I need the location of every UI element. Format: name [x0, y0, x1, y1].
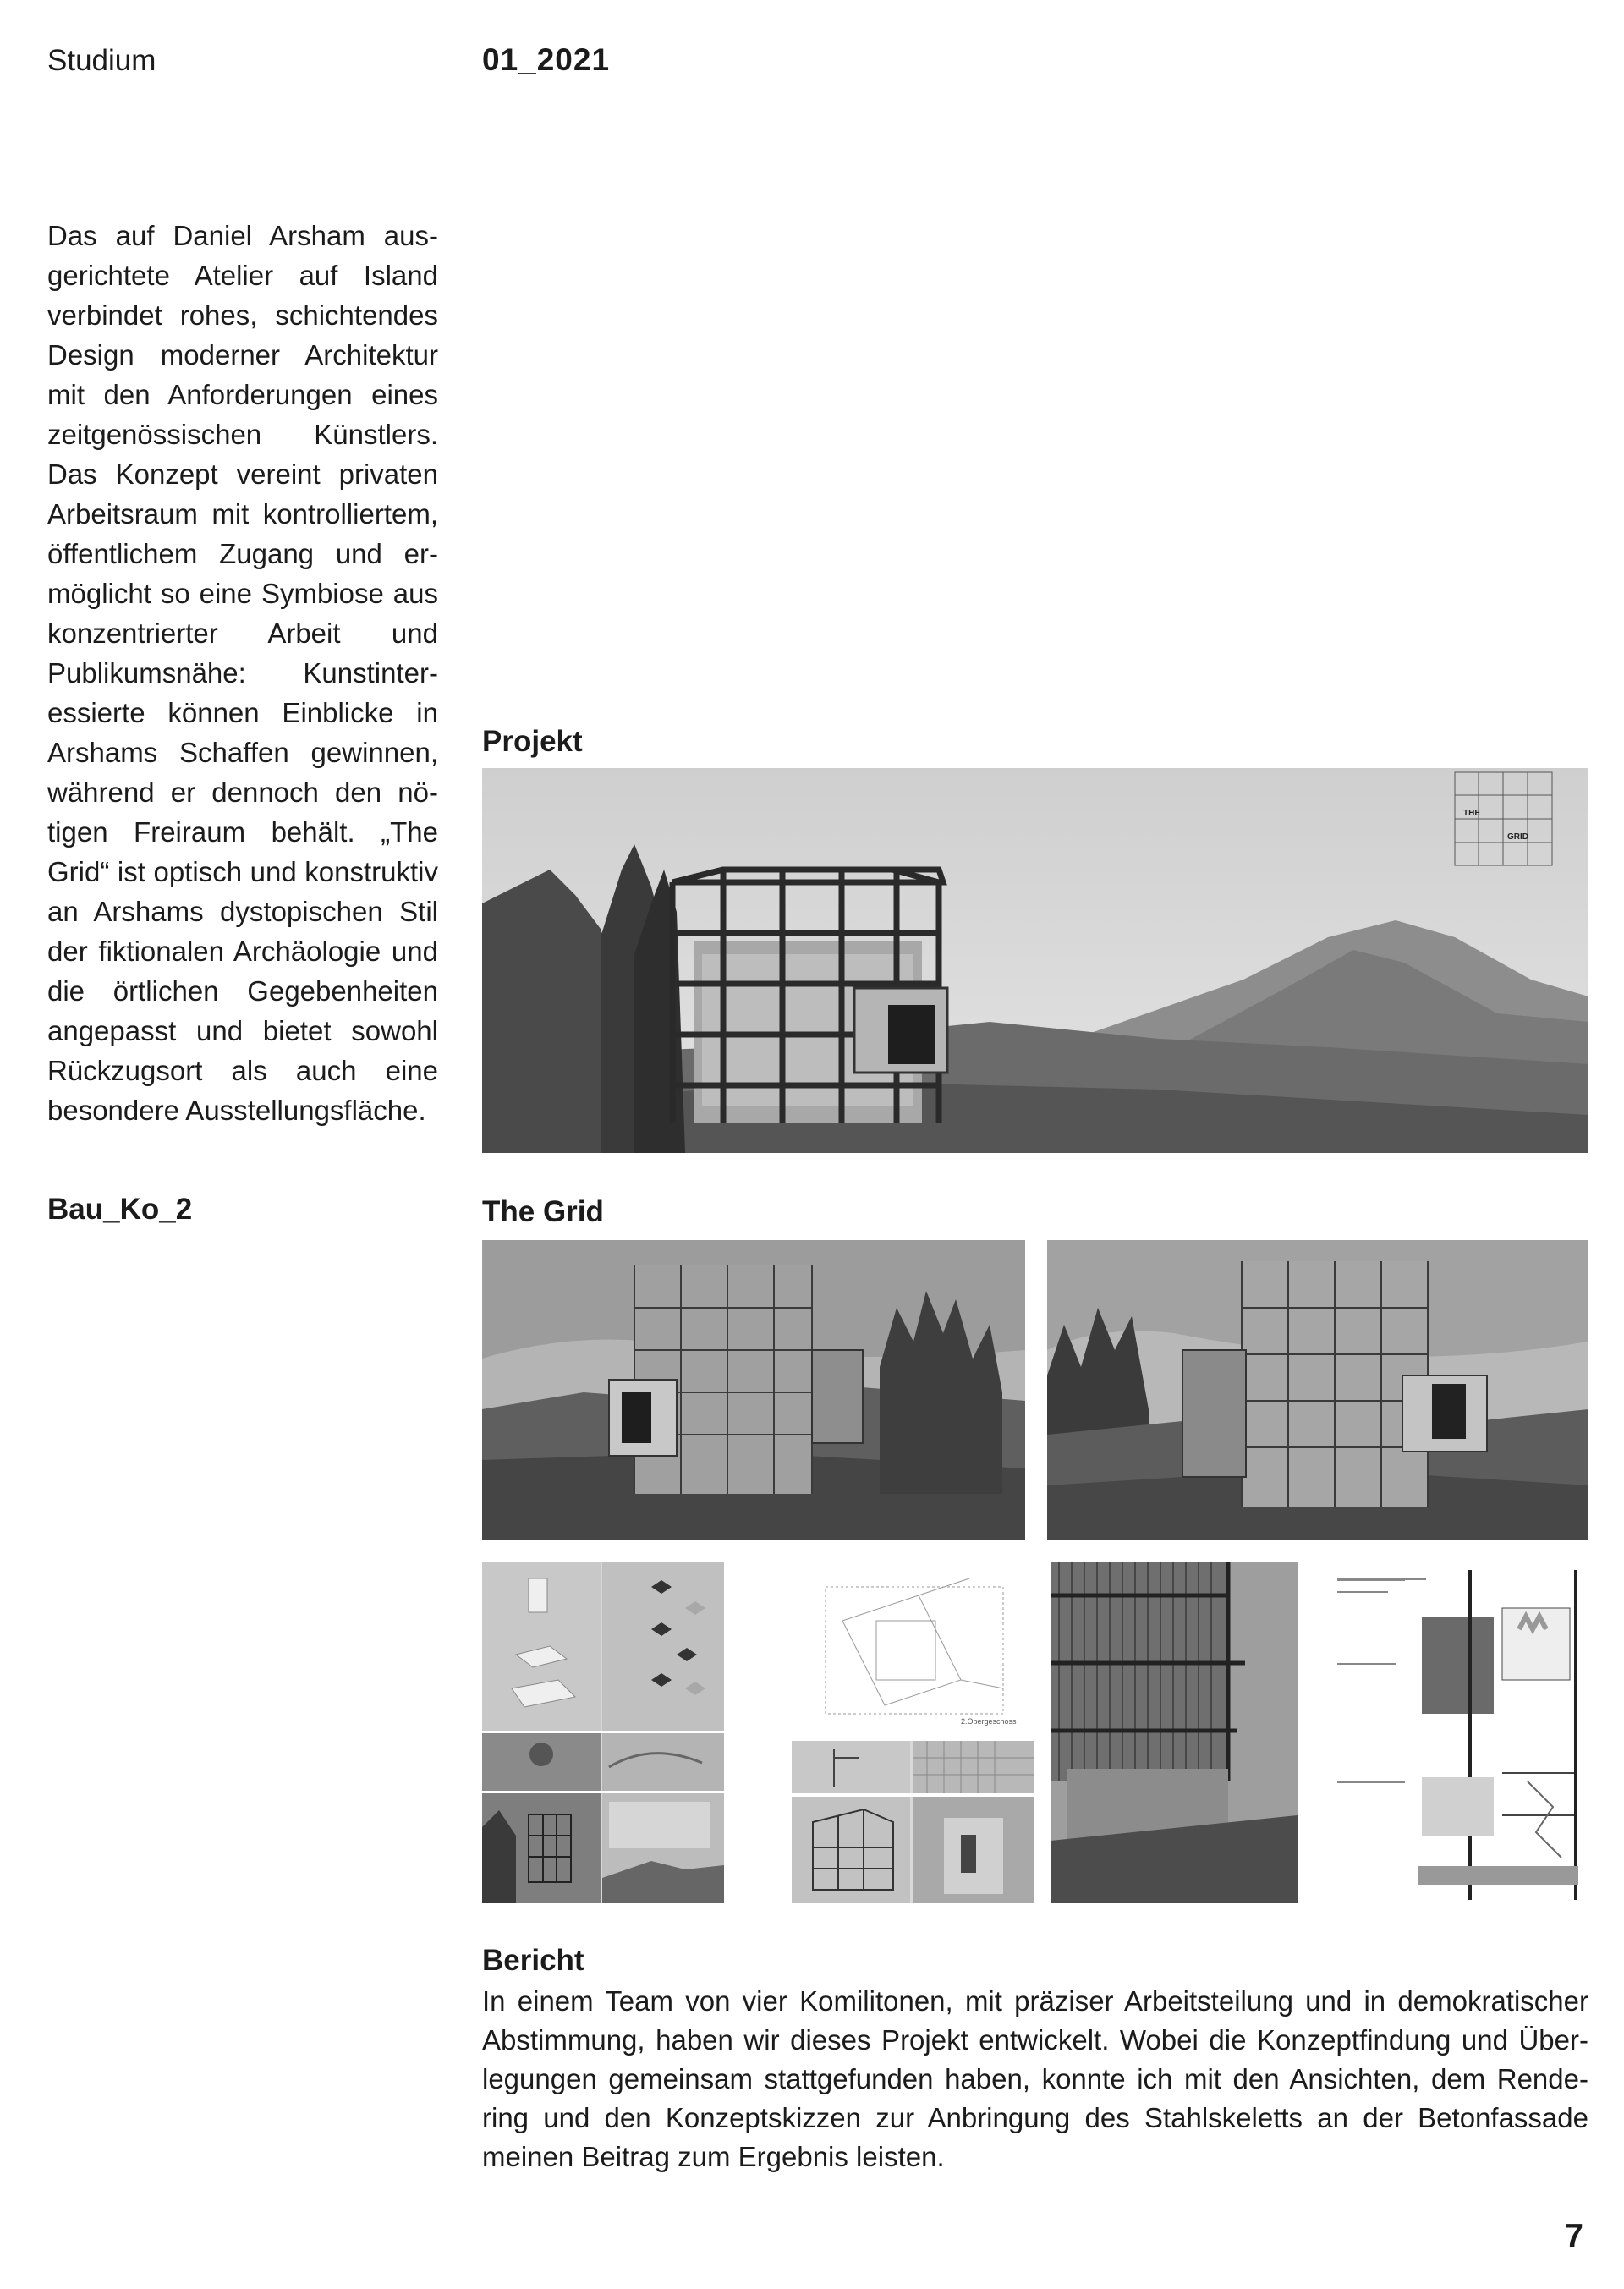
- thumb-floor-plan: [792, 1562, 1034, 1731]
- floor-plan-caption: 2.Obergeschoss: [961, 1717, 1017, 1726]
- thumb-detail-row1: [792, 1741, 1034, 1793]
- bericht-paragraph: In einem Team von vier Komilitonen, mit präziser Arbeitsteilung und in demokratischer Abstimmung, haben wir dieses Projekt entwickelt. Wobei die Konzeptfindung und Überlegungen gemeinsam stattgefunden haben, konnte ich mit den Ansichten, dem Rendering und den Konzeptskizzen zur Anbringung des Stahlskeletts an der Betonfassade meinen Beitrag zum Ergebnis leisten.: [482, 1985, 1588, 2172]
- logo-the-text: THE: [1463, 809, 1480, 818]
- thumb-detail-row2: [792, 1797, 1034, 1903]
- issue-number: 01_2021: [482, 42, 611, 77]
- the-grid-heading: The Grid: [482, 1195, 604, 1228]
- course-label: Bau_Ko_2: [47, 1193, 193, 1226]
- section-label: Studium: [47, 44, 156, 77]
- elevation-render-right: [1047, 1240, 1588, 1540]
- hero-render-image: [482, 768, 1588, 1153]
- elevation-render-left: [482, 1240, 1025, 1540]
- thumb-site-aerial: [482, 1733, 724, 1791]
- thumb-concept-top: [482, 1562, 724, 1731]
- intro-paragraph: Das auf Daniel Arsham ausgerichtete Atelier auf Island verbindet rohes, schichtendes Design moderner Architektur mit den Anforderungen eines zeitgenössischen Künstlers. Das Konzept vereint privaten Arbeitsraum mit kontrolliertem, öffentlichem Zugang und ermöglicht so eine Symbiose aus konzentrierter Arbeit und Publikumsnähe: Kunstinteressierte können Einblicke in Arshams Schaffen gewinnen, während er dennoch den nötigen Freiraum behält. „The Grid“ ist optisch und konstruktiv an Arshams dystopischen Stil der fiktionalen Archäologie und die örtlichen Gegebenheiten angepasst und bietet sowohl Rückzugsort als auch eine besondere Ausstellungsfläche.: [47, 220, 438, 1126]
- thumb-render-collage: [482, 1793, 724, 1903]
- projekt-heading: Projekt: [482, 725, 583, 758]
- bericht-heading: Bericht: [482, 1944, 584, 1977]
- thumb-section-drawing: [1333, 1562, 1588, 1903]
- logo-grid-text: GRID: [1507, 832, 1528, 842]
- page-number: 7: [1565, 2218, 1583, 2254]
- thumb-facade-render: [1051, 1562, 1298, 1903]
